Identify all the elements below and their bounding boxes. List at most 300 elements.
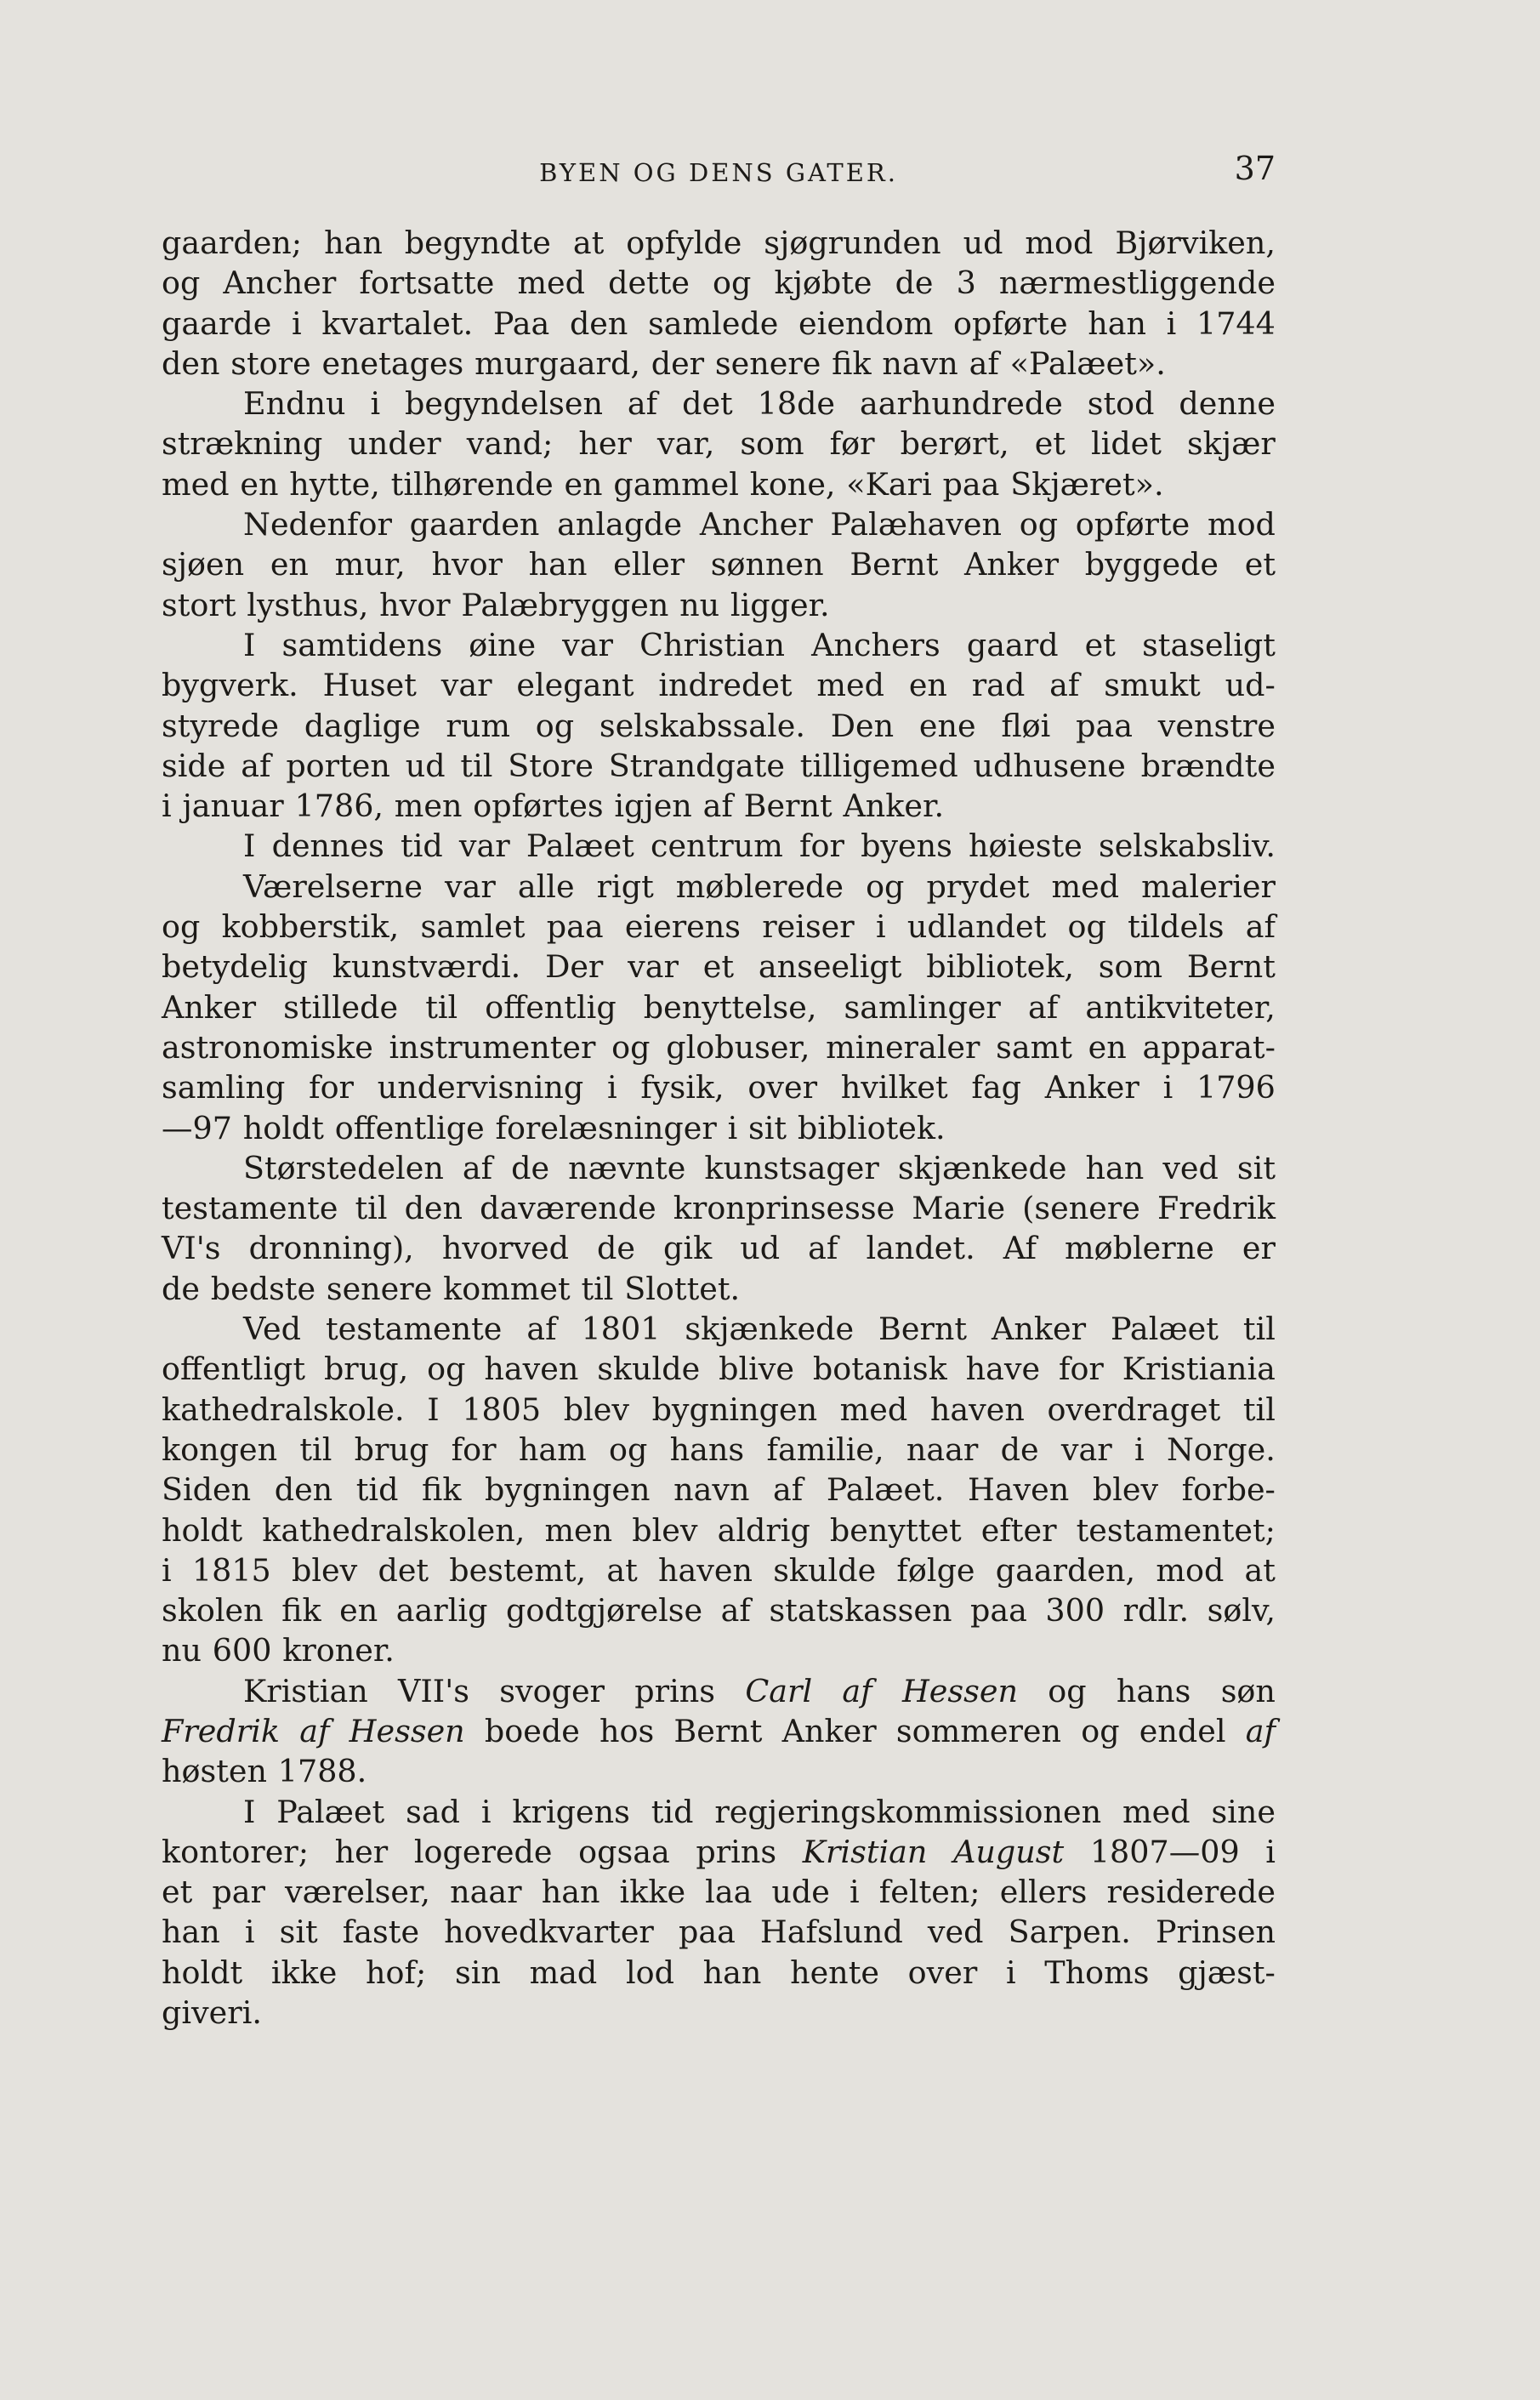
word: en — [270, 546, 309, 583]
word: vand; — [466, 425, 554, 463]
word: tildels — [1128, 908, 1225, 946]
word: med — [839, 1391, 908, 1428]
word: naar — [450, 1874, 522, 1911]
word: sit — [279, 1914, 318, 1951]
word: en — [339, 1592, 378, 1629]
word: i — [875, 908, 886, 946]
word: paa — [678, 1914, 736, 1951]
word: for — [798, 827, 844, 865]
text-line — [162, 1470, 1276, 1510]
word: af — [773, 1471, 804, 1509]
word: de — [511, 1149, 550, 1186]
word: Slottet. — [624, 1270, 741, 1307]
word: fik — [281, 1592, 321, 1629]
word: rdlr. — [1122, 1592, 1190, 1629]
word: giveri. — [162, 1994, 262, 2032]
word: januar — [182, 788, 284, 825]
text-line — [162, 1108, 1276, 1148]
word: forelæsninger — [495, 1109, 717, 1146]
word: hvilket — [840, 1069, 948, 1106]
word: Palæet. — [826, 1471, 945, 1509]
word: daværende — [480, 1190, 656, 1227]
text-line — [162, 1953, 1276, 1993]
word: benyttet — [829, 1511, 962, 1549]
word: 1807—09 — [1089, 1833, 1240, 1870]
text-line — [162, 464, 1276, 504]
word: var — [628, 948, 679, 986]
word: aarlig — [395, 1592, 488, 1629]
word: indredet — [658, 667, 793, 704]
word: brændte — [1140, 747, 1276, 784]
word: aarhundrede — [859, 385, 1063, 423]
word: statskassen — [769, 1592, 952, 1629]
word: Siden — [162, 1471, 252, 1509]
word: der — [651, 344, 705, 382]
text-line — [162, 1027, 1276, 1067]
word: et — [702, 948, 735, 986]
word: begyndelsen — [405, 385, 603, 423]
word: et — [1034, 425, 1065, 463]
word: venstre — [1157, 707, 1276, 744]
word: sjøgrunden — [764, 225, 941, 261]
word: gaarde — [162, 304, 272, 342]
word: 1805 — [462, 1391, 542, 1428]
word: alle — [517, 867, 575, 905]
word: mur, — [334, 546, 406, 583]
word: eierens — [624, 908, 741, 946]
word: samling — [162, 1069, 286, 1106]
word: opfylde — [626, 225, 742, 261]
text-line — [162, 907, 1276, 947]
text-line — [162, 1349, 1276, 1389]
word: bygningen — [651, 1391, 818, 1428]
word: —97 — [162, 1109, 232, 1146]
word: Anchers — [811, 626, 940, 663]
word: paa — [942, 465, 1000, 503]
word: for — [451, 1430, 497, 1468]
word: Norge. — [1166, 1430, 1276, 1468]
word: af — [1027, 988, 1059, 1026]
word: Fredrik — [162, 1712, 280, 1749]
word: dronning), — [248, 1230, 414, 1267]
word: men — [394, 788, 463, 825]
word: bygningen — [485, 1471, 651, 1509]
word: med — [1122, 1793, 1191, 1830]
word: han — [324, 225, 383, 261]
word: af — [720, 1592, 751, 1629]
word: til — [1242, 1311, 1276, 1348]
text-line — [162, 1067, 1276, 1107]
word: Bernt — [850, 546, 939, 583]
word: rad — [971, 667, 1026, 704]
word: lysthus, — [247, 586, 369, 623]
word: 1815 — [191, 1551, 271, 1589]
word: med — [816, 667, 884, 704]
word: krigens — [512, 1793, 630, 1830]
word: Strandgate — [608, 747, 785, 784]
word: paa — [546, 908, 604, 946]
word: Af — [1003, 1230, 1037, 1267]
word: Haven — [967, 1471, 1070, 1509]
word: holdt — [242, 1109, 324, 1146]
word: han — [1088, 304, 1146, 342]
word: efter — [980, 1511, 1057, 1549]
word: byens — [861, 827, 952, 865]
word: sjøen — [162, 546, 245, 583]
word: kroner. — [282, 1632, 395, 1669]
word: Palæet — [276, 1793, 385, 1830]
word: opførte — [1075, 506, 1191, 543]
word: ud — [963, 225, 1003, 261]
word: anlagde — [557, 506, 683, 543]
word: gaarden — [409, 506, 540, 543]
word: hovedkvarter — [444, 1914, 654, 1951]
word: skjær — [1186, 425, 1276, 463]
text-line — [162, 1630, 1276, 1670]
word: tilhørende — [390, 465, 554, 503]
text-line — [162, 1671, 1276, 1711]
word: botanisk — [812, 1351, 947, 1388]
word: de — [597, 1230, 635, 1267]
word: instrumenter — [389, 1028, 596, 1066]
word: senere — [714, 344, 821, 382]
text-line — [162, 867, 1276, 907]
word: tid — [651, 1793, 694, 1830]
word: opførte — [953, 304, 1068, 342]
word: de — [895, 264, 934, 302]
word: fortsatte — [359, 264, 495, 302]
word: rigt — [596, 867, 654, 905]
word: her — [334, 1833, 389, 1870]
word: prins — [634, 1672, 716, 1709]
word: undervisning — [377, 1069, 584, 1106]
word: enetages — [321, 344, 464, 382]
word: Ancher — [223, 264, 337, 302]
word: den — [569, 304, 628, 342]
word: Anker — [1044, 1069, 1139, 1106]
word: ham — [518, 1430, 587, 1468]
text-line — [162, 223, 1276, 263]
word: 1786, — [294, 788, 384, 825]
text-line — [162, 665, 1276, 705]
word: Palæhaven — [830, 506, 1003, 543]
word: Christian — [639, 626, 786, 663]
word: 1801 — [581, 1311, 661, 1348]
word: en — [564, 465, 603, 503]
word: staseligt — [1142, 626, 1276, 663]
word: paa — [969, 1592, 1027, 1629]
word: og — [1067, 908, 1106, 946]
word: Nedenfor — [243, 506, 392, 543]
word: hans — [669, 1430, 745, 1468]
text-line — [162, 1751, 1276, 1791]
word: mod — [1156, 1551, 1225, 1589]
text-line — [162, 625, 1276, 665]
word: og — [1048, 1672, 1087, 1709]
word: kongen — [162, 1430, 278, 1468]
text-line — [162, 746, 1276, 786]
word: smukt — [1104, 667, 1201, 704]
word: en — [1088, 1028, 1127, 1066]
word: af — [1245, 1712, 1276, 1749]
word: denne — [1179, 385, 1276, 423]
word: ud — [405, 747, 446, 784]
word: Bernt — [673, 1712, 763, 1749]
word: øine — [469, 626, 537, 663]
word: de — [162, 1270, 200, 1307]
word: antikviteter, — [1085, 988, 1276, 1026]
word: endel — [1139, 1712, 1226, 1749]
word: betydelig — [162, 948, 308, 986]
word: skjænkede — [685, 1311, 855, 1348]
word: i — [727, 1109, 738, 1146]
word: til — [1242, 1391, 1276, 1428]
text-line — [162, 504, 1276, 544]
word: Anker — [162, 988, 257, 1026]
word: nu — [679, 586, 720, 623]
text-line — [162, 1390, 1276, 1430]
word: kone, — [749, 465, 836, 503]
word: apparat- — [1142, 1028, 1276, 1066]
word: hvorved — [441, 1230, 569, 1267]
word: stort — [162, 586, 236, 623]
word: eller — [613, 546, 685, 583]
word: som — [740, 425, 804, 463]
word: lod — [625, 1954, 674, 1991]
text-line — [162, 304, 1276, 344]
word: som — [1098, 948, 1163, 986]
word: logerede — [413, 1833, 553, 1870]
word: igjen — [614, 788, 692, 825]
word: 1744 — [1196, 304, 1276, 342]
text-line — [162, 1188, 1276, 1228]
word: og — [713, 264, 752, 302]
word: følge — [896, 1551, 975, 1589]
word: og — [1019, 506, 1059, 543]
word: Palæet — [1111, 1311, 1219, 1348]
word: den — [274, 1471, 333, 1509]
word: han — [702, 1954, 762, 1991]
word: kobberstik, — [221, 908, 400, 946]
word: til — [460, 747, 493, 784]
word: af — [241, 747, 271, 784]
word: ene — [918, 707, 976, 744]
word: astronomiske — [162, 1028, 373, 1066]
word: den — [162, 344, 220, 382]
word: han — [1085, 1149, 1145, 1186]
word: samtidens — [281, 626, 443, 663]
word: anseeligt — [758, 948, 902, 986]
word: overdraget — [1047, 1391, 1221, 1428]
word: par — [212, 1874, 265, 1911]
word: skjænkede — [897, 1149, 1067, 1186]
word: testamentet; — [1076, 1511, 1276, 1549]
word: i — [606, 1069, 617, 1106]
word: et — [162, 1874, 193, 1911]
word: gaarden; — [162, 225, 303, 261]
word: Bernt — [743, 788, 833, 825]
word: «Kari — [846, 465, 932, 503]
word: høieste — [969, 827, 1083, 865]
word: fløi — [1001, 707, 1051, 744]
word: I — [243, 1793, 256, 1830]
word: ogsaa — [578, 1833, 670, 1870]
word: Anker — [964, 546, 1060, 583]
word: Kristiania — [1122, 1351, 1276, 1388]
word: boede — [484, 1712, 580, 1749]
word: og — [427, 1351, 466, 1388]
text-line — [162, 1309, 1276, 1349]
word: offentlige — [334, 1109, 485, 1146]
word: sønnen — [710, 546, 824, 583]
word: byggede — [1084, 546, 1219, 583]
word: 1788. — [277, 1753, 367, 1790]
word: kvartalet. — [321, 304, 474, 342]
text-line — [162, 263, 1276, 303]
word: VI's — [162, 1230, 221, 1267]
word: hvor — [379, 586, 451, 623]
word: af — [842, 1672, 872, 1709]
word: selskabssale. — [599, 707, 805, 744]
word: paa — [1076, 707, 1133, 744]
word: Ved — [243, 1311, 301, 1348]
word: Fredrik — [1156, 1190, 1276, 1227]
word: ud- — [1225, 667, 1276, 704]
word: af — [1049, 667, 1080, 704]
word: sølv, — [1207, 1592, 1276, 1629]
word: holdt — [162, 1954, 243, 1991]
word: var — [458, 827, 510, 865]
word: bibliotek, — [926, 948, 1074, 986]
text-line — [162, 1510, 1276, 1550]
word: Kristian — [802, 1833, 928, 1870]
word: men — [544, 1511, 613, 1549]
word: og — [609, 1430, 648, 1468]
word: kommet — [443, 1270, 571, 1307]
word: en — [240, 465, 279, 503]
word: mad — [529, 1954, 598, 1991]
word: ved — [927, 1914, 984, 1951]
word: sommeren — [895, 1712, 1062, 1749]
word: hvor — [431, 546, 503, 583]
word: Den — [830, 707, 895, 744]
word: navn — [673, 1471, 750, 1509]
word: ellers — [999, 1874, 1088, 1911]
word: Endnu — [243, 385, 346, 423]
word: blev — [1092, 1471, 1159, 1509]
word: selskabsliv. — [1098, 827, 1276, 865]
running-head: BYEN OG DENS GATER. — [539, 158, 898, 187]
word: i — [1162, 1069, 1173, 1106]
word: I — [243, 827, 256, 865]
text-line — [162, 1792, 1276, 1832]
word: for — [1058, 1351, 1104, 1388]
word: ude — [771, 1874, 830, 1911]
word: haven — [929, 1391, 1025, 1428]
word: offentligt — [162, 1351, 306, 1388]
text-line — [162, 544, 1276, 584]
word: laa — [705, 1874, 753, 1911]
word: landet. — [866, 1230, 975, 1267]
word: ligger. — [730, 586, 830, 623]
word: Carl — [745, 1672, 813, 1709]
word: møblerne — [1065, 1230, 1214, 1267]
word: hof; — [366, 1954, 427, 1991]
word: I — [427, 1391, 440, 1428]
word: sine — [1211, 1793, 1276, 1830]
word: var — [444, 867, 496, 905]
word: testamente — [162, 1190, 338, 1227]
word: (senere — [1022, 1190, 1140, 1227]
word: i — [1005, 1954, 1016, 1991]
word: dette — [608, 264, 690, 302]
word: i — [162, 1551, 172, 1589]
word: Thoms — [1044, 1954, 1150, 1991]
word: Paa — [492, 304, 550, 342]
word: gaard — [966, 626, 1059, 663]
word: var — [1060, 1430, 1112, 1468]
word: og — [162, 264, 201, 302]
word: Bjørviken, — [1115, 225, 1276, 261]
word: I — [243, 626, 256, 663]
word: haven — [484, 1351, 579, 1388]
word: i — [370, 385, 381, 423]
word: sin — [454, 1954, 501, 1991]
word: Bernt — [1186, 948, 1276, 986]
text-line — [162, 1228, 1276, 1268]
text-line — [162, 786, 1276, 826]
word: sad — [406, 1793, 460, 1830]
word: var, — [656, 425, 715, 463]
word: høsten — [162, 1753, 267, 1790]
word: gjæst- — [1178, 1954, 1276, 1991]
text-line — [162, 1269, 1276, 1309]
word: strækning — [162, 425, 323, 463]
word: Skjæret». — [1010, 465, 1164, 503]
word: han — [541, 1874, 600, 1911]
word: det — [378, 1551, 429, 1589]
word: her — [578, 425, 632, 463]
word: hans — [1116, 1672, 1191, 1709]
word: samlet — [420, 908, 526, 946]
word: dennes — [271, 827, 384, 865]
word: styrede — [162, 707, 280, 744]
text-line — [162, 384, 1276, 424]
word: bestemt, — [449, 1551, 587, 1589]
word: kontorer; — [162, 1833, 310, 1870]
text-line — [162, 1993, 1276, 2033]
word: naar — [906, 1430, 979, 1468]
word: bygverk. — [162, 667, 298, 704]
word: Palæbryggen — [461, 586, 669, 623]
word: værelser, — [285, 1874, 431, 1911]
word: Prinsen — [1155, 1914, 1276, 1951]
word: 1796 — [1196, 1069, 1276, 1106]
word: til — [355, 1190, 388, 1227]
word: lidet — [1090, 425, 1162, 463]
word: skulde — [773, 1551, 877, 1589]
word: kjøbte — [774, 264, 872, 302]
word: af — [627, 385, 658, 423]
word: daglige — [304, 707, 421, 744]
word: til — [299, 1430, 332, 1468]
word: med — [162, 465, 230, 503]
word: Huset — [322, 667, 417, 704]
word: i — [1265, 1833, 1276, 1870]
page-number: 37 — [1234, 150, 1276, 187]
word: holdt — [162, 1511, 243, 1549]
word: faste — [342, 1914, 420, 1951]
